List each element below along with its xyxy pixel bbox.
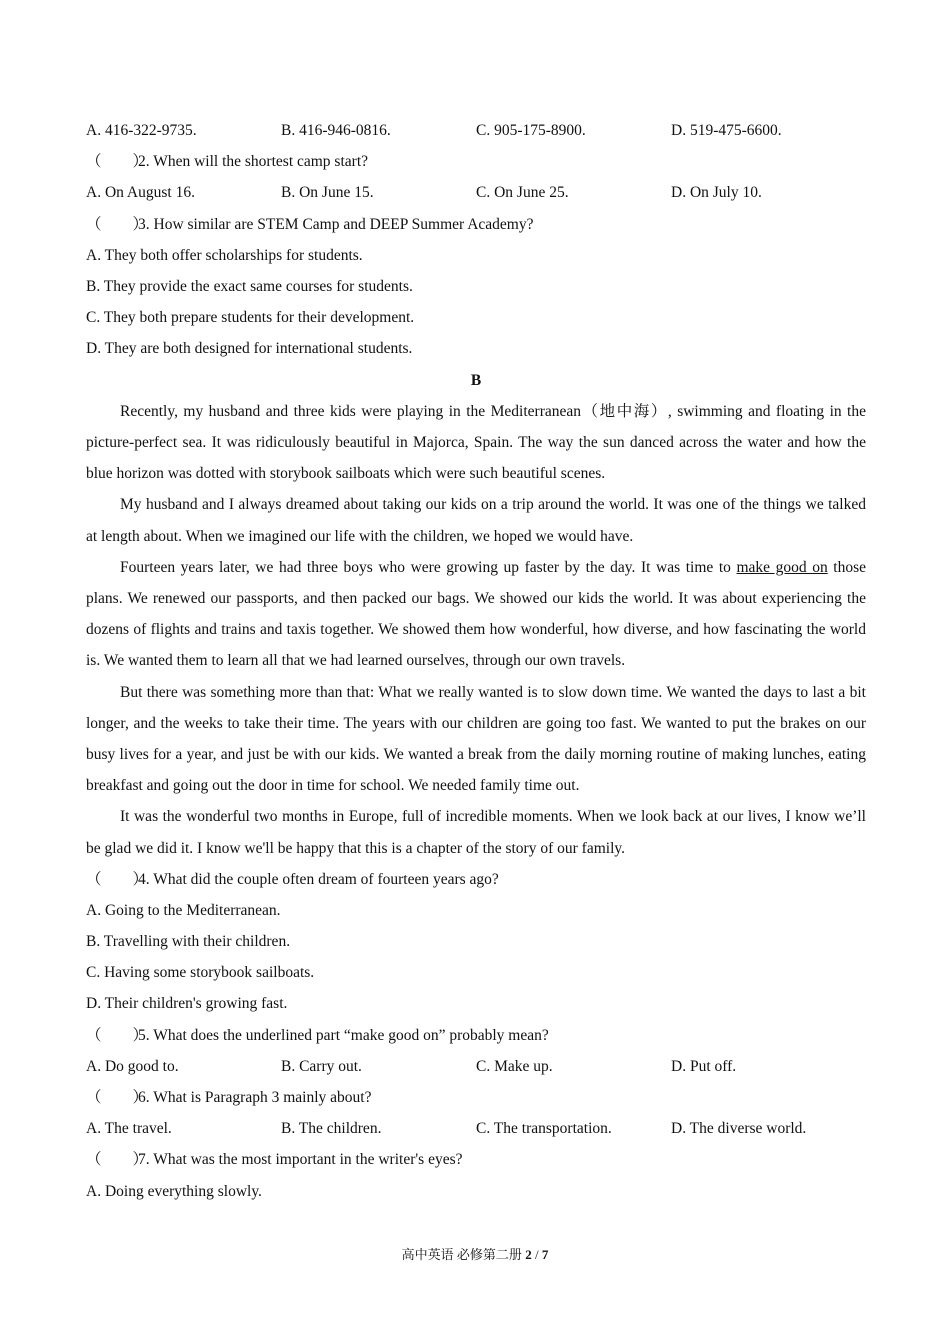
question-5	[86, 1020, 866, 1051]
option: A. The travel.	[86, 1120, 172, 1138]
option: B. 416-946-0816.	[281, 122, 391, 139]
q5-options	[86, 1051, 866, 1082]
question-text: 3. How similar are STEM Camp and DEEP Summer Academy?	[138, 215, 534, 233]
document-page	[86, 115, 866, 1207]
option: B. Carry out.	[281, 1057, 362, 1075]
option: A. On August 16.	[86, 184, 195, 202]
passage-paragraph-4: But there was something more than that: What we really wanted is to slow down time. We wanted the days to last a bit longer, and the weeks to take their time. The years with our children are going too fast. We wanted to put the brakes on our busy lives for a year, and just be with our kids. We wanted a break from the daily morning routine of making lunches, eating breakfast and going out the door in time for school. We needed family time out.	[86, 683, 866, 795]
passage-paragraph-3	[86, 552, 866, 677]
passage-paragraph-2: My husband and I always dreamed about taking our kids on a trip around the world. It was one of the things we talked at length about. When we imagined our life with the children, we hoped we would have.	[86, 496, 866, 545]
option: A. 416-322-9735.	[86, 122, 197, 139]
answer-blank: （ ）	[86, 1089, 149, 1107]
paragraph-text: Fourteen years later, we had three boys who were growing up faster by the day. It was time to	[120, 558, 737, 576]
passage-paragraph-1: Recently, my husband and three kids were playing in the Mediterranean（地中海）, swimming and floating in the picture-perfect sea. It was ridiculously beautiful in Majorca, Spain. The way the sun danced across the water and how the blue horizon was dotted with storybook sailboats which were such beautiful scenes.	[86, 402, 866, 483]
option: C. The transportation.	[476, 1120, 612, 1138]
answer-blank: （ ）	[86, 215, 149, 233]
q6-options	[86, 1113, 866, 1144]
question-text: 5. What does the underlined part “make good on” probably mean?	[138, 1026, 549, 1044]
option: A. Doing everything slowly.	[86, 1182, 262, 1200]
underlined-phrase: make good on	[736, 558, 828, 576]
option: C. On June 25.	[476, 184, 569, 202]
option: A. Going to the Mediterranean.	[86, 901, 281, 919]
question-2	[86, 146, 866, 177]
option: D. Their children's growing fast.	[86, 995, 288, 1013]
option: C. Make up.	[476, 1057, 553, 1075]
page-total: 7	[541, 1247, 549, 1262]
question-text: 7. What was the most important in the writer's eyes?	[138, 1151, 463, 1169]
question-6	[86, 1082, 866, 1113]
question-7	[86, 1144, 866, 1175]
question-text: 4. What did the couple often dream of fourteen years ago?	[138, 870, 499, 888]
page-number: 2	[525, 1247, 532, 1262]
option: D. They are both designed for international students.	[86, 340, 413, 358]
answer-blank: （ ）	[86, 1026, 149, 1044]
footer-label: 高中英语 必修第二册	[401, 1247, 526, 1262]
option: D. Put off.	[671, 1057, 737, 1075]
paragraph-text: those plans. We renewed our passports, and then packed our bags. We showed our kids the world. It was about experiencing the dozens of flights and trains and taxis together. We showed them how wonderful, how diverse, and how fascinating the world is. We wanted them to learn all that we had learned ourselves, through our own travels.	[86, 558, 866, 670]
q1-options	[86, 115, 866, 146]
option: B. On June 15.	[281, 184, 374, 202]
option: B. They provide the exact same courses for students.	[86, 277, 413, 295]
answer-blank: （ ）	[86, 870, 149, 888]
page-footer	[0, 1244, 950, 1263]
question-3	[86, 209, 866, 240]
section-heading-b: B	[470, 371, 482, 389]
question-text: 2. When will the shortest camp start?	[138, 153, 369, 171]
passage-paragraph-5: It was the wonderful two months in Europe, full of incredible moments. When we look back at our lives, I know we’ll be glad we did it. I know we'll be happy that this is a chapter of the story of our family.	[86, 808, 866, 857]
option: A. Do good to.	[86, 1057, 179, 1075]
option: C. Having some storybook sailboats.	[86, 964, 315, 982]
option: C. They both prepare students for their development.	[86, 309, 415, 327]
answer-blank: （ ）	[86, 153, 149, 171]
q2-options	[86, 177, 866, 208]
question-text: 6. What is Paragraph 3 mainly about?	[138, 1089, 372, 1107]
option: D. On July 10.	[671, 184, 762, 202]
page-separator: /	[531, 1247, 542, 1262]
option: B. The children.	[281, 1120, 382, 1138]
option: A. They both offer scholarships for students.	[86, 246, 363, 264]
option: C. 905-175-8900.	[476, 122, 586, 139]
question-4	[86, 864, 866, 895]
option: B. Travelling with their children.	[86, 933, 291, 951]
answer-blank: （ ）	[86, 1151, 149, 1169]
option: D. The diverse world.	[671, 1120, 807, 1138]
option: D. 519-475-6600.	[671, 122, 782, 139]
